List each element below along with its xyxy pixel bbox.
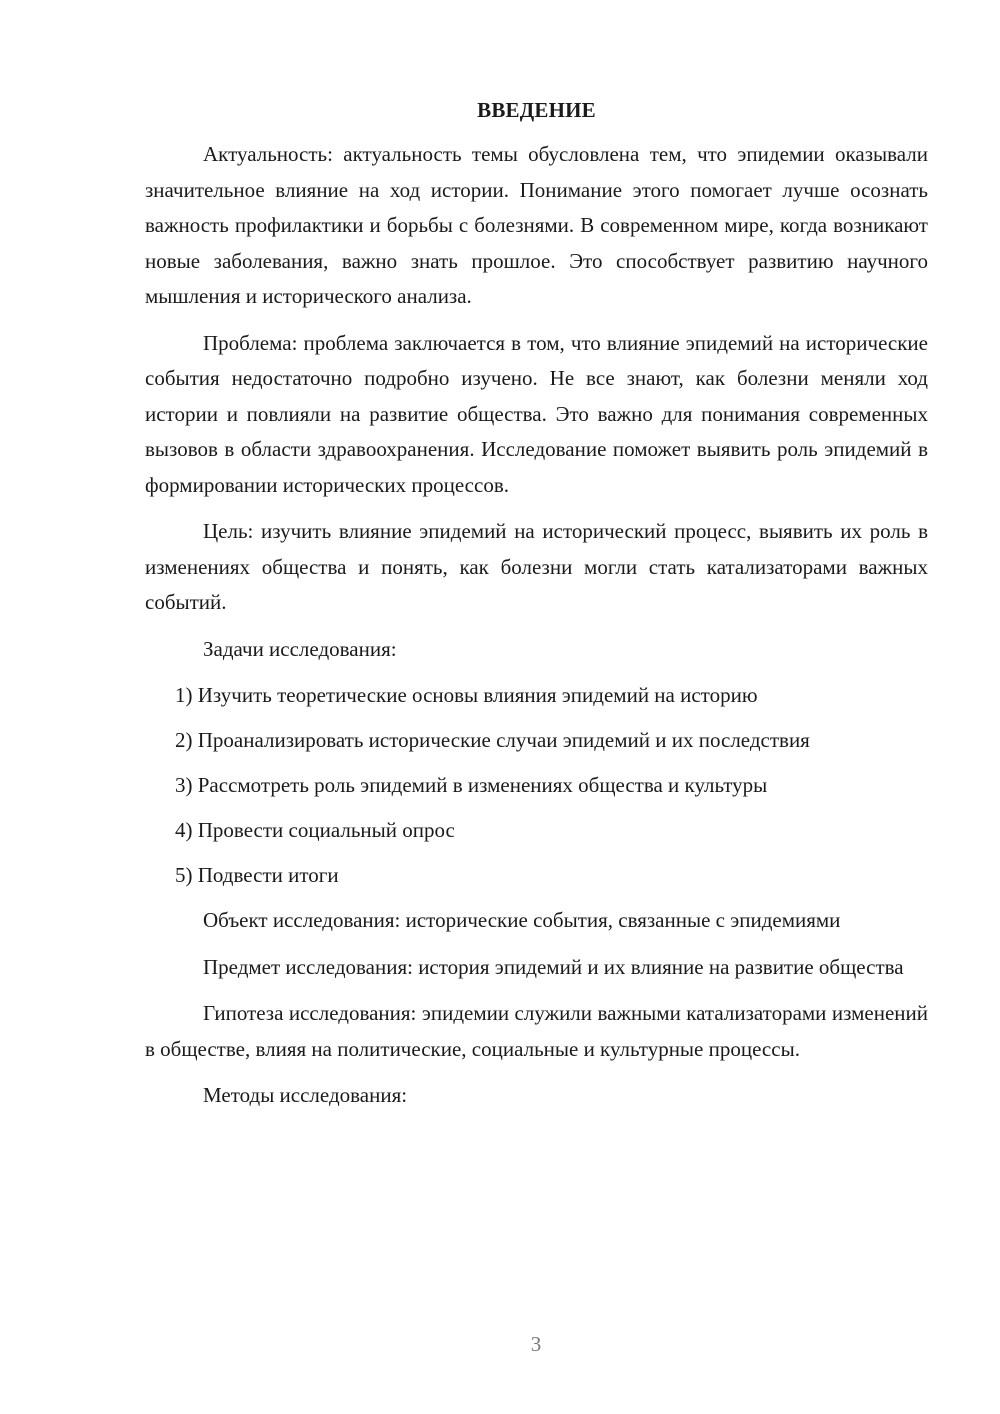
list-item: 5) Подвести итоги [175, 863, 339, 887]
tasks-list [145, 678, 928, 894]
document-page [145, 92, 928, 1125]
paragraph-relevance: Актуальность: актуальность темы обусловлена тем, что эпидемии оказывали значительное влияние на ход истории. Понимание этого помогает лучше осознать важность профилактики и борьбы с болезнями. В современном мире, когда возникают новые заболевания, важно знать прошлое. Это способствует развитию научного мышления и исторического анализа. [145, 142, 928, 308]
paragraph-methods-heading: Методы исследования: [203, 1083, 408, 1107]
paragraph-object: Объект исследования: исторические события, связанные с эпидемиями [203, 908, 841, 932]
paragraph-hypothesis: Гипотеза исследования: эпидемии служили важными катализаторами изменений в обществе, влияя на политические, социальные и культурные процессы. [145, 1001, 928, 1061]
section-title: ВВЕДЕНИЕ [477, 98, 596, 122]
paragraph-problem: Проблема: проблема заключается в том, что влияние эпидемий на исторические события недостаточно подробно изучено. Не все знают, как болезни меняли ход истории и повлияли на развитие общества. Это важно для понимания современных вызовов в области здравоохранения. Исследование поможет выявить роль эпидемий в формировании исторических процессов. [145, 330, 928, 497]
list-item: 4) Провести социальный опрос [175, 818, 455, 842]
list-item: 2) Проанализировать исторические случаи эпидемий и их последствия [175, 728, 810, 752]
page-number: 3 [530, 1332, 542, 1356]
paragraph-subject: Предмет исследования: история эпидемий и их влияние на развитие общества [203, 954, 904, 979]
list-item: 1) Изучить теоретические основы влияния эпидемий на историю [175, 683, 758, 707]
paragraph-tasks-heading: Задачи исследования: [203, 636, 397, 661]
list-item: 3) Рассмотреть роль эпидемий в изменениях общества и культуры [175, 773, 768, 797]
paragraph-goal: Цель: изучить влияние эпидемий на исторический процесс, выявить их роль в изменениях общества и понять, как болезни могли стать катализаторами важных событий. [145, 519, 928, 614]
